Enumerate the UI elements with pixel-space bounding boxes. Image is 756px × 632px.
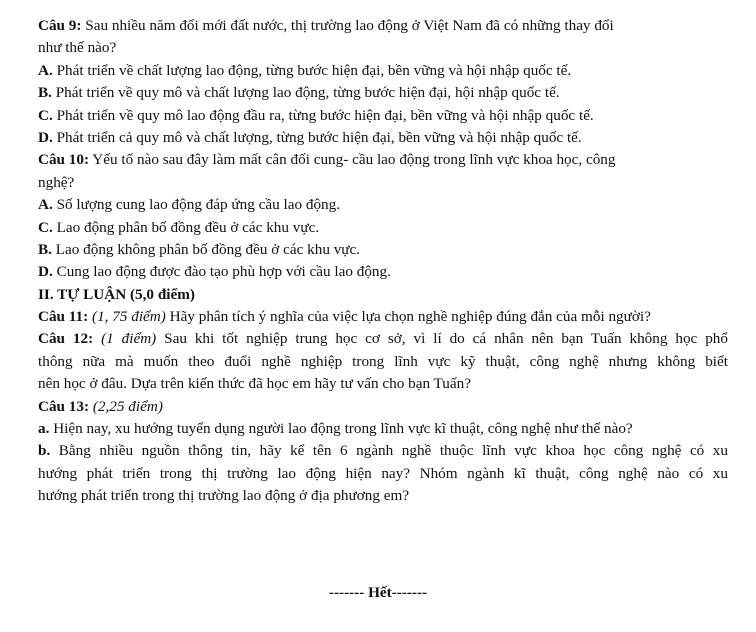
option-text: Lao động phân bố đồng đều ở các khu vực. xyxy=(52,218,320,236)
question-13 xyxy=(38,396,728,418)
option-9d xyxy=(38,127,728,149)
question-text: Yếu tố nào sau đây làm mất cân đối cung- cầu lao động trong lĩnh vực khoa học, công xyxy=(89,151,616,169)
option-letter: C. xyxy=(38,106,53,124)
subquestion-text-continued: hướng phát triển trong thị trường lao động hiện nay? Nhóm ngành kĩ thuật, công nghệ nào có xu xyxy=(38,464,728,482)
option-text: Phát triển về quy mô lao động đầu ra, từng bước hiện đại, bền vững và hội nhập quốc tế. xyxy=(52,106,594,124)
subquestion-13b xyxy=(38,440,728,462)
option-letter: D. xyxy=(38,128,53,146)
option-text: Cung lao động được đào tạo phù hợp với cầu lao động. xyxy=(52,263,391,281)
subquestion-letter: a. xyxy=(38,420,50,438)
option-text: Phát triển cả quy mô và chất lượng, từng bước hiện đại, bền vững và hội nhập quốc tế. xyxy=(52,128,582,146)
question-label: Câu 12: xyxy=(38,330,94,348)
option-letter: A. xyxy=(38,196,53,214)
question-label: Câu 13: xyxy=(38,397,90,415)
question-label: Câu 9: xyxy=(38,17,82,34)
question-points: (2,25 điểm) xyxy=(89,397,163,415)
option-10d xyxy=(38,261,728,283)
option-text: Số lượng cung lao động đáp ứng cầu lao động. xyxy=(52,196,341,214)
question-text-continued: nghệ? xyxy=(38,173,75,191)
option-10a xyxy=(38,194,728,216)
question-text-continued: như thế nào? xyxy=(38,39,117,57)
option-9a xyxy=(38,60,728,82)
option-letter: A. xyxy=(38,61,53,79)
option-text: Phát triển về quy mô và chất lượng lao động, từng bước hiện đại, hội nhập quốc tế. xyxy=(51,84,560,102)
option-10c xyxy=(38,217,728,239)
question-label: Câu 10: xyxy=(38,151,90,169)
question-points: (1 điểm) xyxy=(93,330,157,348)
subquestion-letter: b. xyxy=(38,442,51,460)
option-letter: C. xyxy=(38,218,53,236)
option-text: Lao động không phân bố đồng đều ở các khu vực. xyxy=(51,240,361,258)
end-marker: ------- Hết------- xyxy=(328,584,428,601)
subquestion-13a xyxy=(38,418,728,440)
question-12 xyxy=(38,328,728,350)
question-text: Sau khi tốt nghiệp trung học cơ sở, vì lí do cá nhân nên bạn Tuấn không học phổ xyxy=(156,330,728,348)
section-heading: II. TỰ LUẬN (5,0 điểm) xyxy=(38,285,195,303)
option-letter: B. xyxy=(38,84,52,102)
question-text-continued: nên học ở đâu. Dựa trên kiến thức đã học em hãy tư vấn cho bạn Tuấn? xyxy=(38,375,471,393)
subquestion-text-continued: hướng phát triển trong thị trường lao động ở địa phương em? xyxy=(38,487,410,505)
question-10 xyxy=(38,149,728,171)
question-text-continued: thông nữa mà muốn theo đuổi nghề nghiệp trong lĩnh vực kỹ thuật, công nghệ nhưng không biết xyxy=(38,352,728,370)
section-title xyxy=(38,284,728,306)
option-letter: B. xyxy=(38,240,52,258)
option-letter: D. xyxy=(38,263,53,281)
question-text: Hãy phân tích ý nghĩa của việc lựa chọn nghề nghiệp đúng đắn của mỗi người? xyxy=(165,308,651,326)
question-11 xyxy=(38,306,728,328)
question-text: Sau nhiều năm đổi mới đất nước, thị trường lao động ở Việt Nam đã có những thay đổi xyxy=(81,17,614,34)
subquestion-text: Bằng nhiều nguồn thông tin, hãy kể tên 6 ngành nghề thuộc lĩnh vực khoa học công nghệ có xu xyxy=(50,442,728,460)
option-text: Phát triển về chất lượng lao động, từng bước hiện đại, bền vững và hội nhập quốc tế. xyxy=(52,61,572,79)
exam-page xyxy=(38,15,728,508)
question-label: Câu 11: xyxy=(38,308,89,326)
option-9c xyxy=(38,105,728,127)
question-points: (1, 75 điểm) xyxy=(88,308,166,326)
question-9 xyxy=(38,15,728,37)
option-9b xyxy=(38,82,728,104)
option-10b xyxy=(38,239,728,261)
subquestion-text: Hiện nay, xu hướng tuyển dụng người lao động trong lĩnh vực kĩ thuật, công nghệ như thế nào? xyxy=(49,420,633,438)
